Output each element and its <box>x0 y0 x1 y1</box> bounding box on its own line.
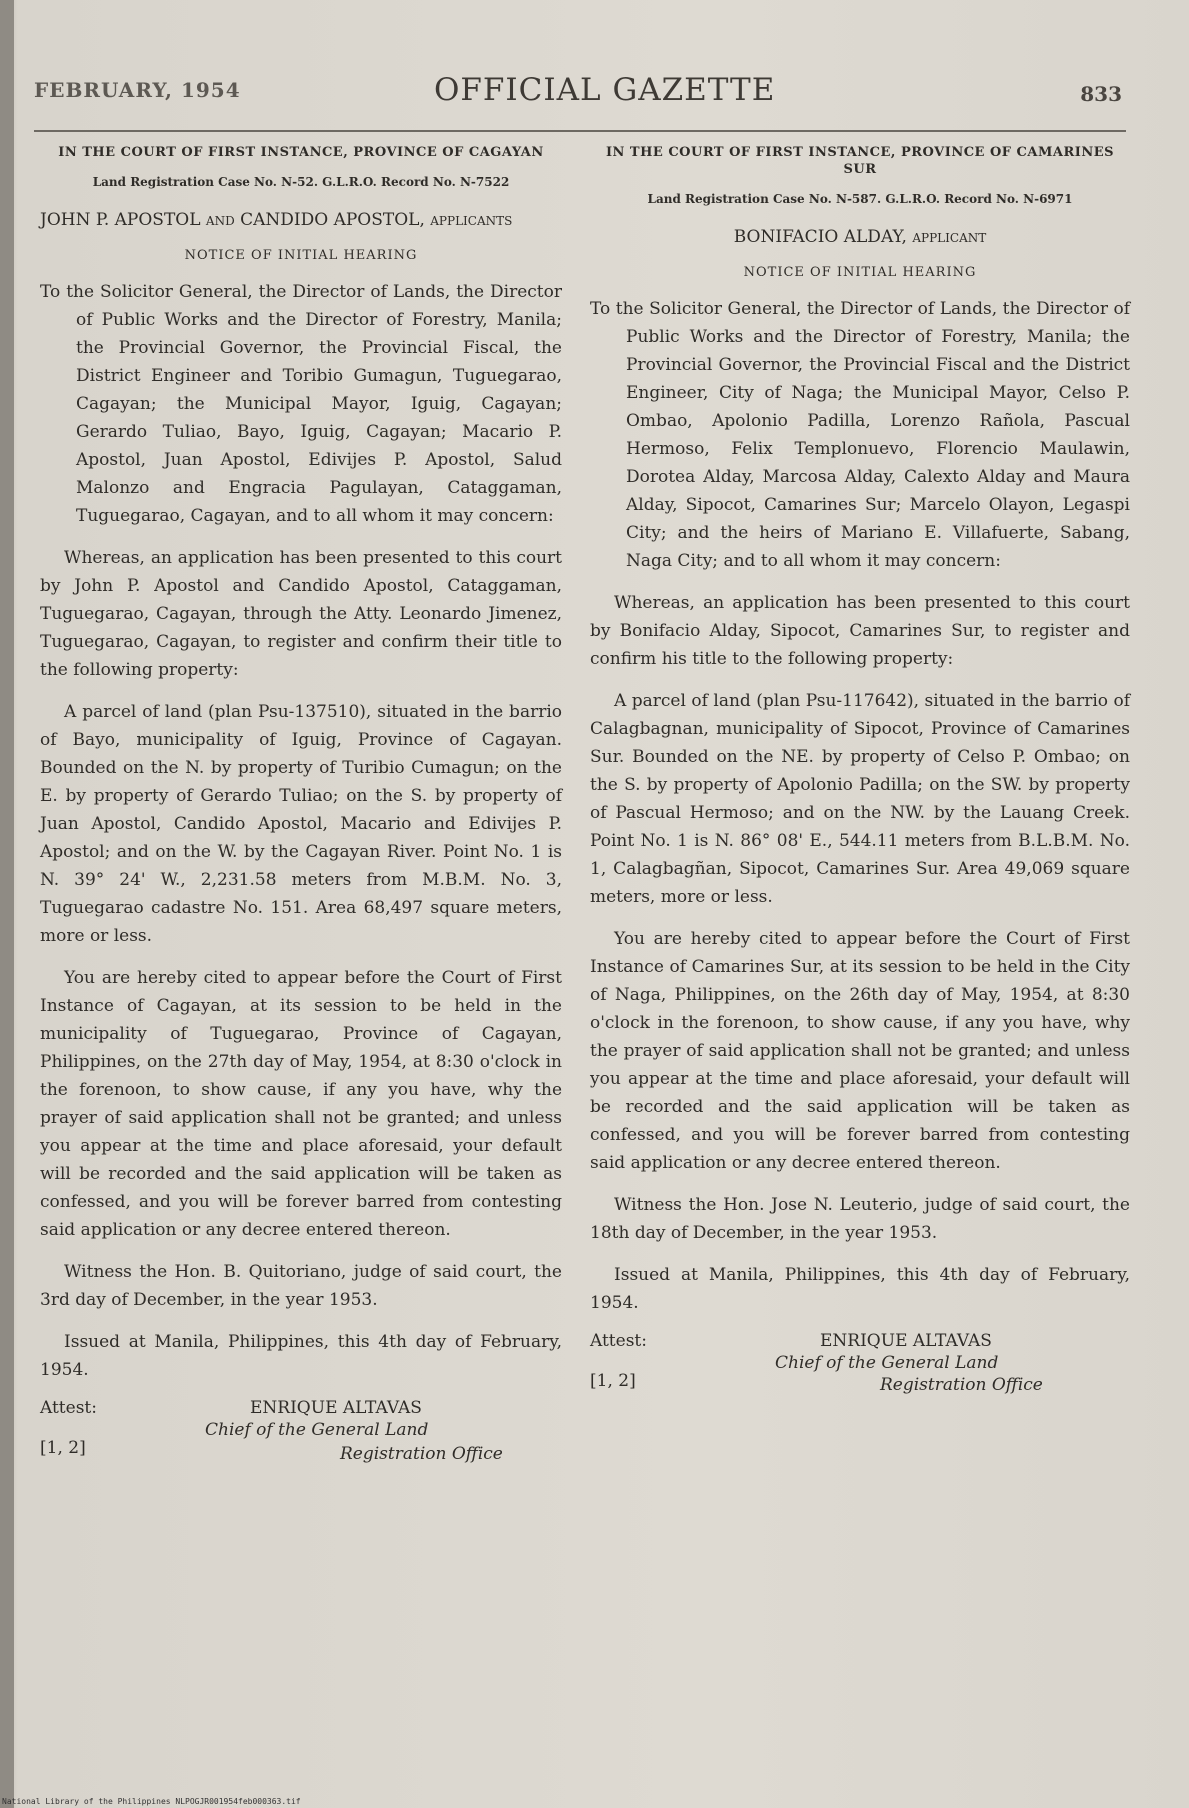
notice-title: NOTICE OF INITIAL HEARING <box>184 248 418 263</box>
parcel-description: A parcel of land (plan Psu-137510), situated in the barrio of Bayo, municipality of Iguig, Province of Cagayan. Bounded on the N. by property of Turibio Cumagun; on the E. by property of Gerardo Tuliao; on the S. by property of Juan Apostol, Candido Apostol, Macario and Edivijes P. Apostol; and on the W. by the Cagayan River. Point No. 1 is N. 39° 24' W., 2,231.58 meters from M.B.M. No. 3, Tuguegarao cadastre No. 151. Area 68,497 square meters, more or less. <box>40 702 562 946</box>
witness-paragraph: Witness the Hon. Jose N. Leuterio, judge of said court, the 18th day of December, in the year 1953. <box>590 1195 1130 1243</box>
case-number: Land Registration Case No. N-52. G.L.R.O. Record No. N-7522 <box>92 175 510 189</box>
addressees: To the Solicitor General, the Director of Lands, the Director of Public Works and the Director of Forestry, Manila; the Provincial Governor, the Provincial Fiscal and the District Engineer, City of Naga; the Municipal Mayor, Celso P. Ombao, Apolonio Padilla, Lorenzo Rañola, Pascual Hermoso, Felix Templonuevo, Florencio Maulawin, Dorotea Alday, Marcosa Alday, Calexto Alday and Maura Alday, Sipocot, Camarines Sur; Marcelo Olayon, Legaspi City; and the heirs of Mariano E. Villafuerte, Sabang, Naga City; and to all whom it may concern: <box>590 299 1130 571</box>
citation-paragraph: You are hereby cited to appear before the Court of First Instance of Cagayan, at its session to be held in the municipality of Tuguegarao, Province of Cagayan, Philippines, on the 27th day of May, 1954, at 8:30 o'clock in the forenoon, to show cause, if any you have, why the prayer of said application shall not be granted; and unless you appear at the time and place aforesaid, your default will be recorded and the said application will be taken as confessed, and you will be forever barred from contesting said application or any decree entered thereon. <box>40 968 562 1240</box>
citation-paragraph: You are hereby cited to appear before the Court of First Instance of Camarines Sur, at its session to be held in the City of Naga, Philippines, on the 26th day of May, 1954, at 8:30 o'clock in the forenoon, to show cause, if any you have, why the prayer of said application shall not be granted; and unless you appear at the time and place aforesaid, your default will be recorded and the said application will be taken as confessed, and you will be forever barred from contesting said application or any decree entered thereon. <box>590 929 1130 1173</box>
case-number: Land Registration Case No. N-587. G.L.R.O. Record No. N-6971 <box>647 192 1073 206</box>
signature-block <box>590 1327 1130 1407</box>
signer-title-line-1: Chief of the General Land <box>775 1353 999 1373</box>
issued-paragraph: Issued at Manila, Philippines, this 4th day of February, 1954. <box>40 1332 562 1380</box>
reference-number: [1, 2] <box>590 1371 636 1391</box>
signer-title-line-2: Registration Office <box>880 1375 1043 1395</box>
header-rule <box>34 130 1126 132</box>
applicants: JOHN P. APOSTOL and CANDIDO APOSTOL, applicants <box>40 210 513 230</box>
page-binding-edge <box>0 0 14 1808</box>
attest-label: Attest: <box>40 1398 97 1418</box>
court-heading: IN THE COURT OF FIRST INSTANCE, PROVINCE OF CAMARINES SUR <box>605 145 1115 177</box>
header-page-number: 833 <box>1080 82 1122 106</box>
court-heading: IN THE COURT OF FIRST INSTANCE, PROVINCE OF CAGAYAN <box>58 145 544 160</box>
signer-title-line-1: Chief of the General Land <box>205 1420 429 1440</box>
reference-number: [1, 2] <box>40 1438 86 1458</box>
signature-block <box>40 1394 562 1474</box>
scan-footer: National Library of the Philippines NLPOGJR001954feb000363.tif <box>2 1797 301 1806</box>
signer-name: ENRIQUE ALTAVAS <box>250 1398 422 1418</box>
whereas-paragraph: Whereas, an application has been presented to this court by Bonifacio Alday, Sipocot, Camarines Sur, to register and confirm his title to the following property: <box>590 593 1130 669</box>
signer-name: ENRIQUE ALTAVAS <box>820 1331 992 1351</box>
notice-left-column <box>40 140 562 1474</box>
notice-title: NOTICE OF INITIAL HEARING <box>743 265 977 280</box>
header-date: FEBRUARY, 1954 <box>34 78 241 102</box>
addressees: To the Solicitor General, the Director of Lands, the Director of Public Works and the Director of Forestry, Manila; the Provincial Governor, the Provincial Fiscal, the District Engineer and Toribio Gumagun, Tuguegarao, Cagayan; the Municipal Mayor, Iguig, Cagayan; Gerardo Tuliao, Bayo, Iguig, Cagayan; Macario P. Apostol, Juan Apostol, Edivijes P. Apostol, Salud Malonzo and Engracia Pagulayan, Cataggaman, Tuguegarao, Cagayan, and to all whom it may concern: <box>40 282 562 526</box>
page-header <box>34 72 1122 112</box>
header-title: OFFICIAL GAZETTE <box>434 72 776 108</box>
attest-label: Attest: <box>590 1331 647 1351</box>
witness-paragraph: Witness the Hon. B. Quitoriano, judge of said court, the 3rd day of December, in the year 1953. <box>40 1262 562 1310</box>
whereas-paragraph: Whereas, an application has been presented to this court by John P. Apostol and Candido Apostol, Cataggaman, Tuguegarao, Cagayan, through the Atty. Leonardo Jimenez, Tuguegarao, Cagayan, to register and confirm their title to the following property: <box>40 548 562 680</box>
parcel-description: A parcel of land (plan Psu-117642), situated in the barrio of Calagbagnan, municipality of Sipocot, Province of Camarines Sur. Bounded on the NE. by property of Celso P. Ombao; on the S. by property of Apolonio Padilla; on the SW. by property of Pascual Hermoso; and on the NW. by the Lauang Creek. Point No. 1 is N. 86° 08' E., 544.11 meters from B.L.B.M. No. 1, Calagbagñan, Sipocot, Camarines Sur. Area 49,069 square meters, more or less. <box>590 691 1130 907</box>
signer-title-line-2: Registration Office <box>340 1444 503 1464</box>
notice-right-column <box>590 140 1130 1407</box>
issued-paragraph: Issued at Manila, Philippines, this 4th day of February, 1954. <box>590 1265 1130 1313</box>
applicants: BONIFACIO ALDAY, applicant <box>733 227 987 247</box>
